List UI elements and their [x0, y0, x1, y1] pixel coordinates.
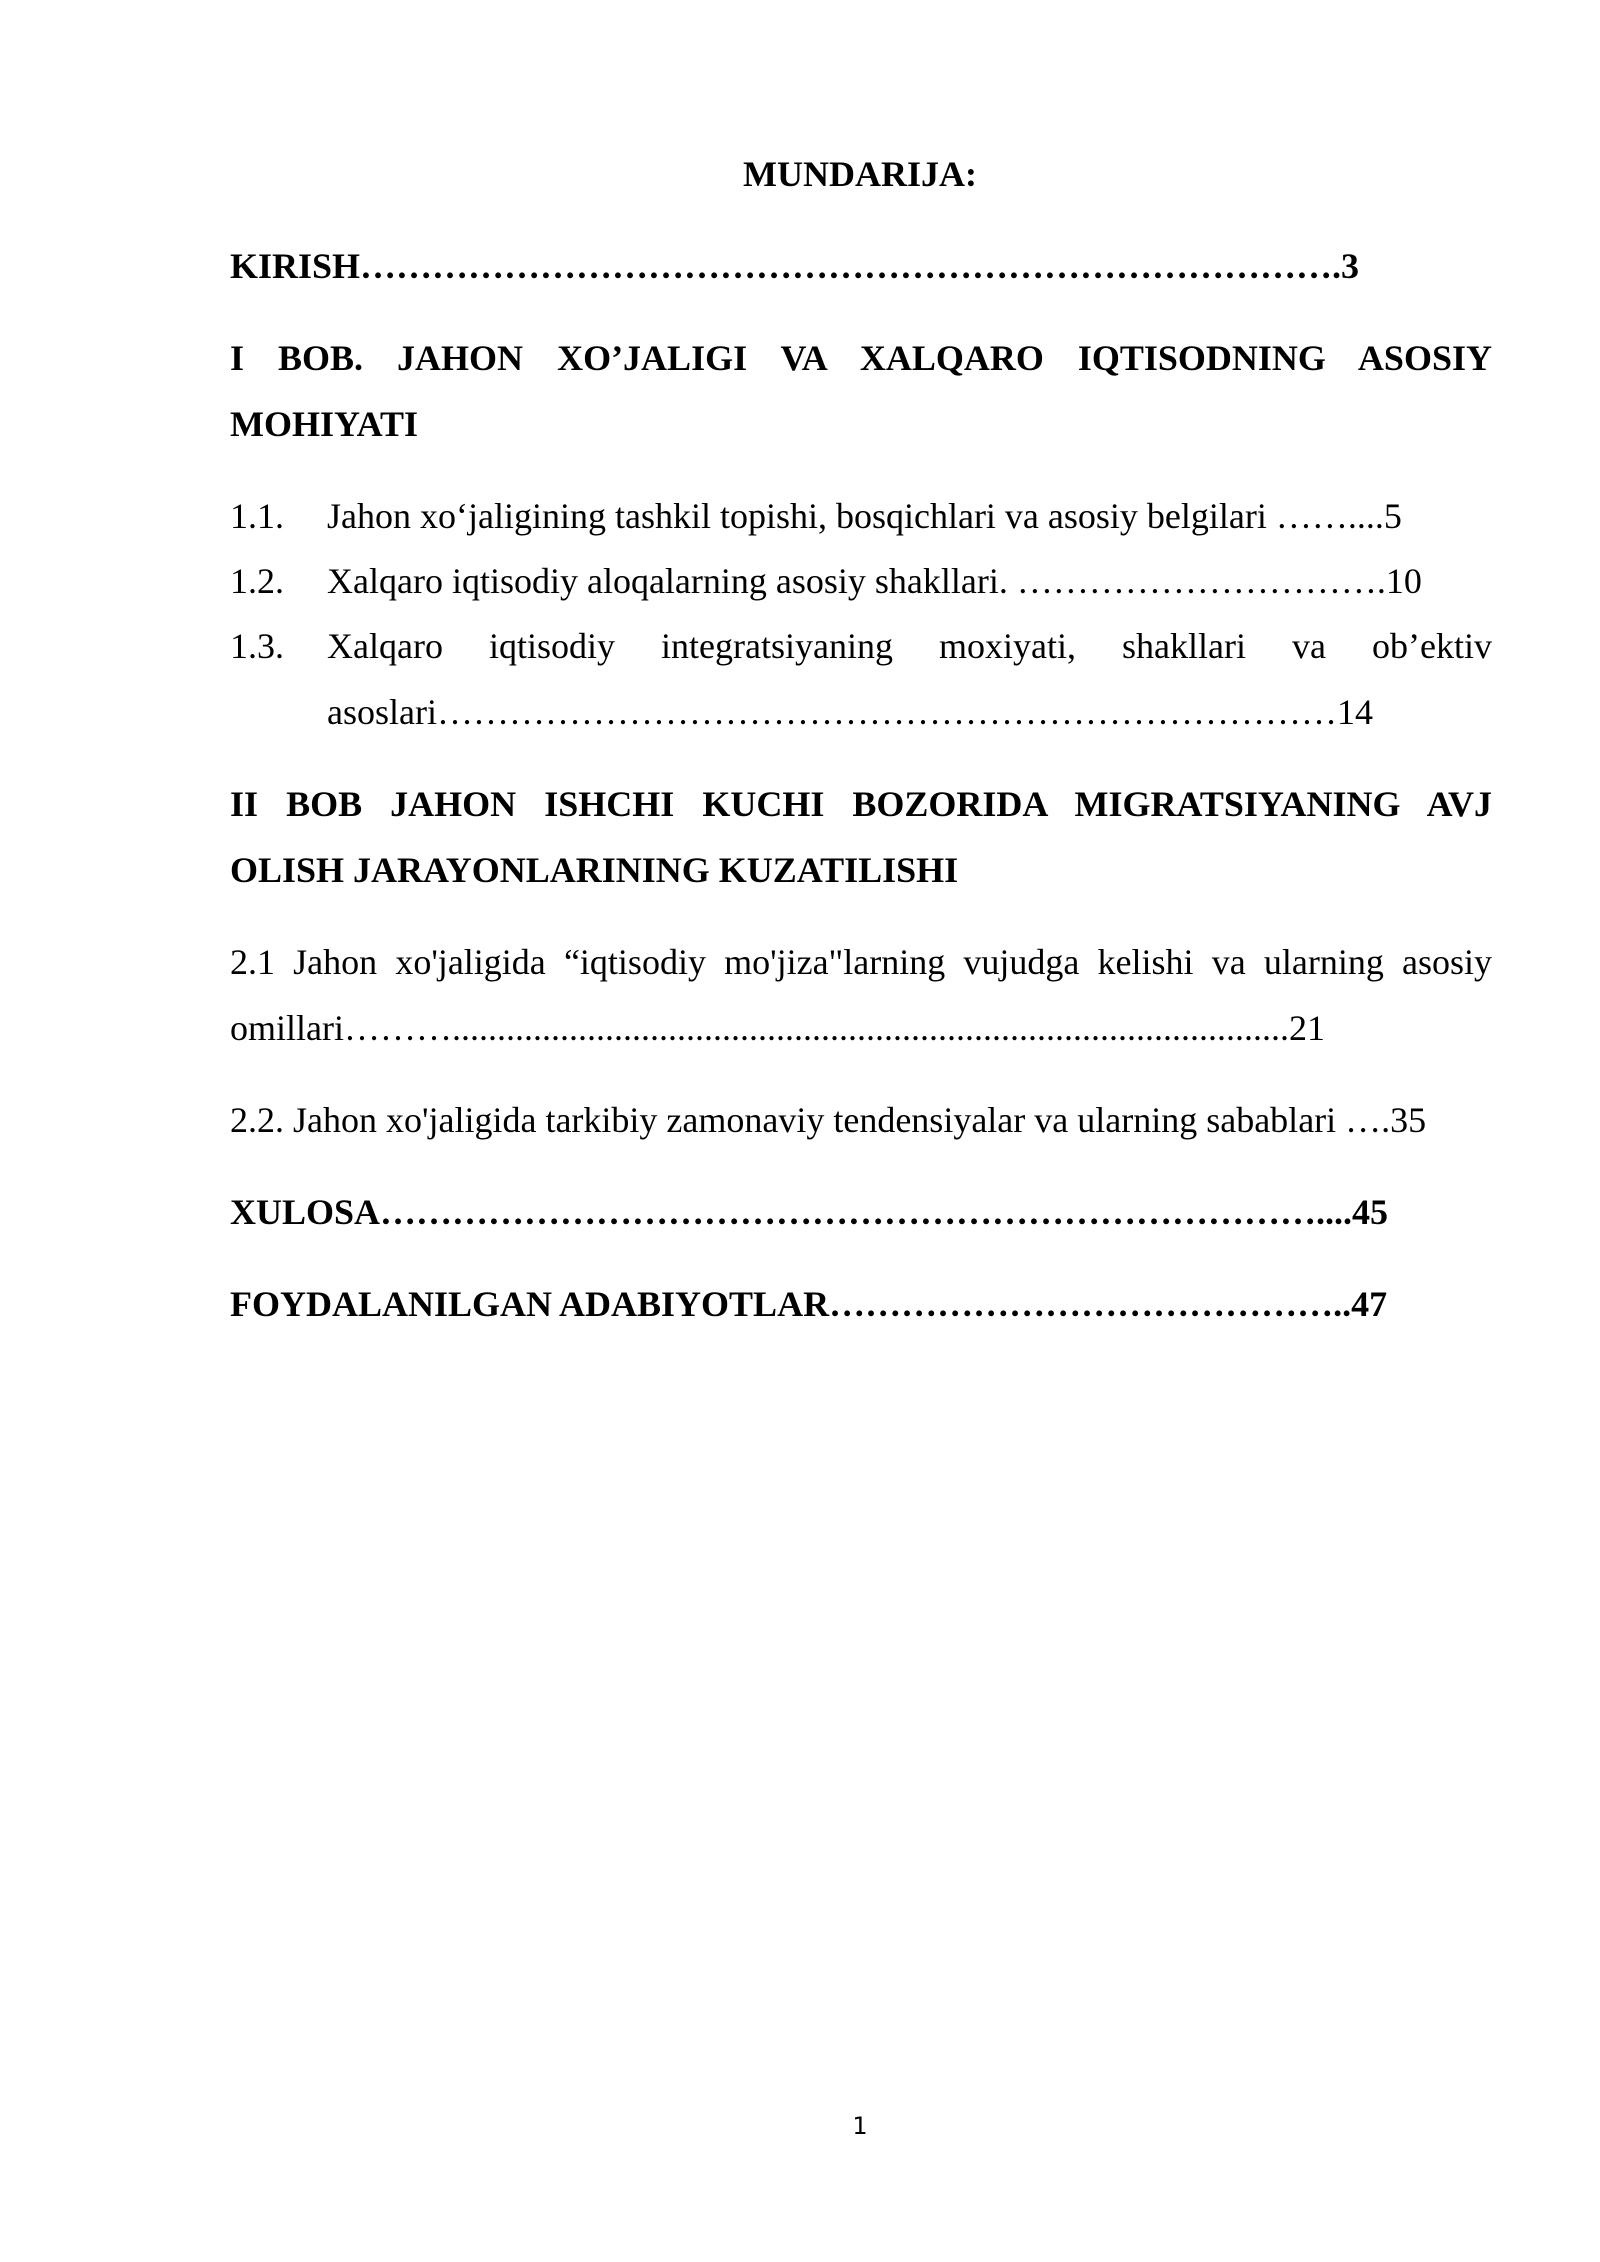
toc-chapter-1-line-1: I BOB. JAHON XO’JALIGI VA XALQARO IQTISODNING ASOSIY: [230, 338, 1492, 378]
toc-entry-xulosa: XULOSA……………………………………………………………………....45: [230, 1192, 1389, 1232]
section-number: 1.2.: [230, 561, 284, 601]
toc-section-1-2: [230, 557, 1492, 605]
section-text: Xalqaro iqtisodiy aloqalarning asosiy shakllari. ………………………….10: [327, 561, 1422, 601]
section-text: Xalqaro iqtisodiy integratsiyaning moxiyati, shakllari va ob’ektiv: [327, 626, 1492, 666]
toc-chapter-2-line-2: OLISH JARAYONLARINING KUZATILISHI: [230, 850, 959, 890]
toc-section-1-3: [230, 622, 1492, 670]
toc-section-1-1: [230, 492, 1492, 540]
page-number: 1: [852, 2112, 868, 2140]
page-title: MUNDARIJA:: [743, 154, 977, 194]
toc-entry-adabiyotlar: FOYDALANILGAN ADABIYOTLAR……………………………………..47: [230, 1284, 1388, 1324]
section-number: 1.3.: [230, 626, 284, 666]
toc-entry-kirish: KIRISH……………………………………………………………………….3: [230, 246, 1360, 286]
toc-chapter-2-line-1: II BOB JAHON ISHCHI KUCHI BOZORIDA MIGRATSIYANING AVJ: [230, 784, 1492, 824]
section-text: Jahon xo‘jaligining tashkil topishi, bosqichlari va asosiy belgilari ……....5: [327, 496, 1402, 536]
toc-chapter-1-line-2: MOHIYATI: [230, 404, 419, 444]
toc-section-2-1-line-1: 2.1 Jahon xo'jaligida “iqtisodiy mo'jiza"larning vujudga kelishi va ularning asosiy: [230, 942, 1492, 982]
toc-section-2-1-line-2: omillari……….............................................................................................21: [230, 1008, 1325, 1048]
section-number: 1.1.: [230, 496, 284, 536]
toc-section-1-3-line-2: asoslari…………………………………………………………………14: [327, 692, 1373, 732]
toc-section-2-2: 2.2. Jahon xo'jaligida tarkibiy zamonaviy tendensiyalar va ularning sabablari ….35: [230, 1100, 1427, 1140]
